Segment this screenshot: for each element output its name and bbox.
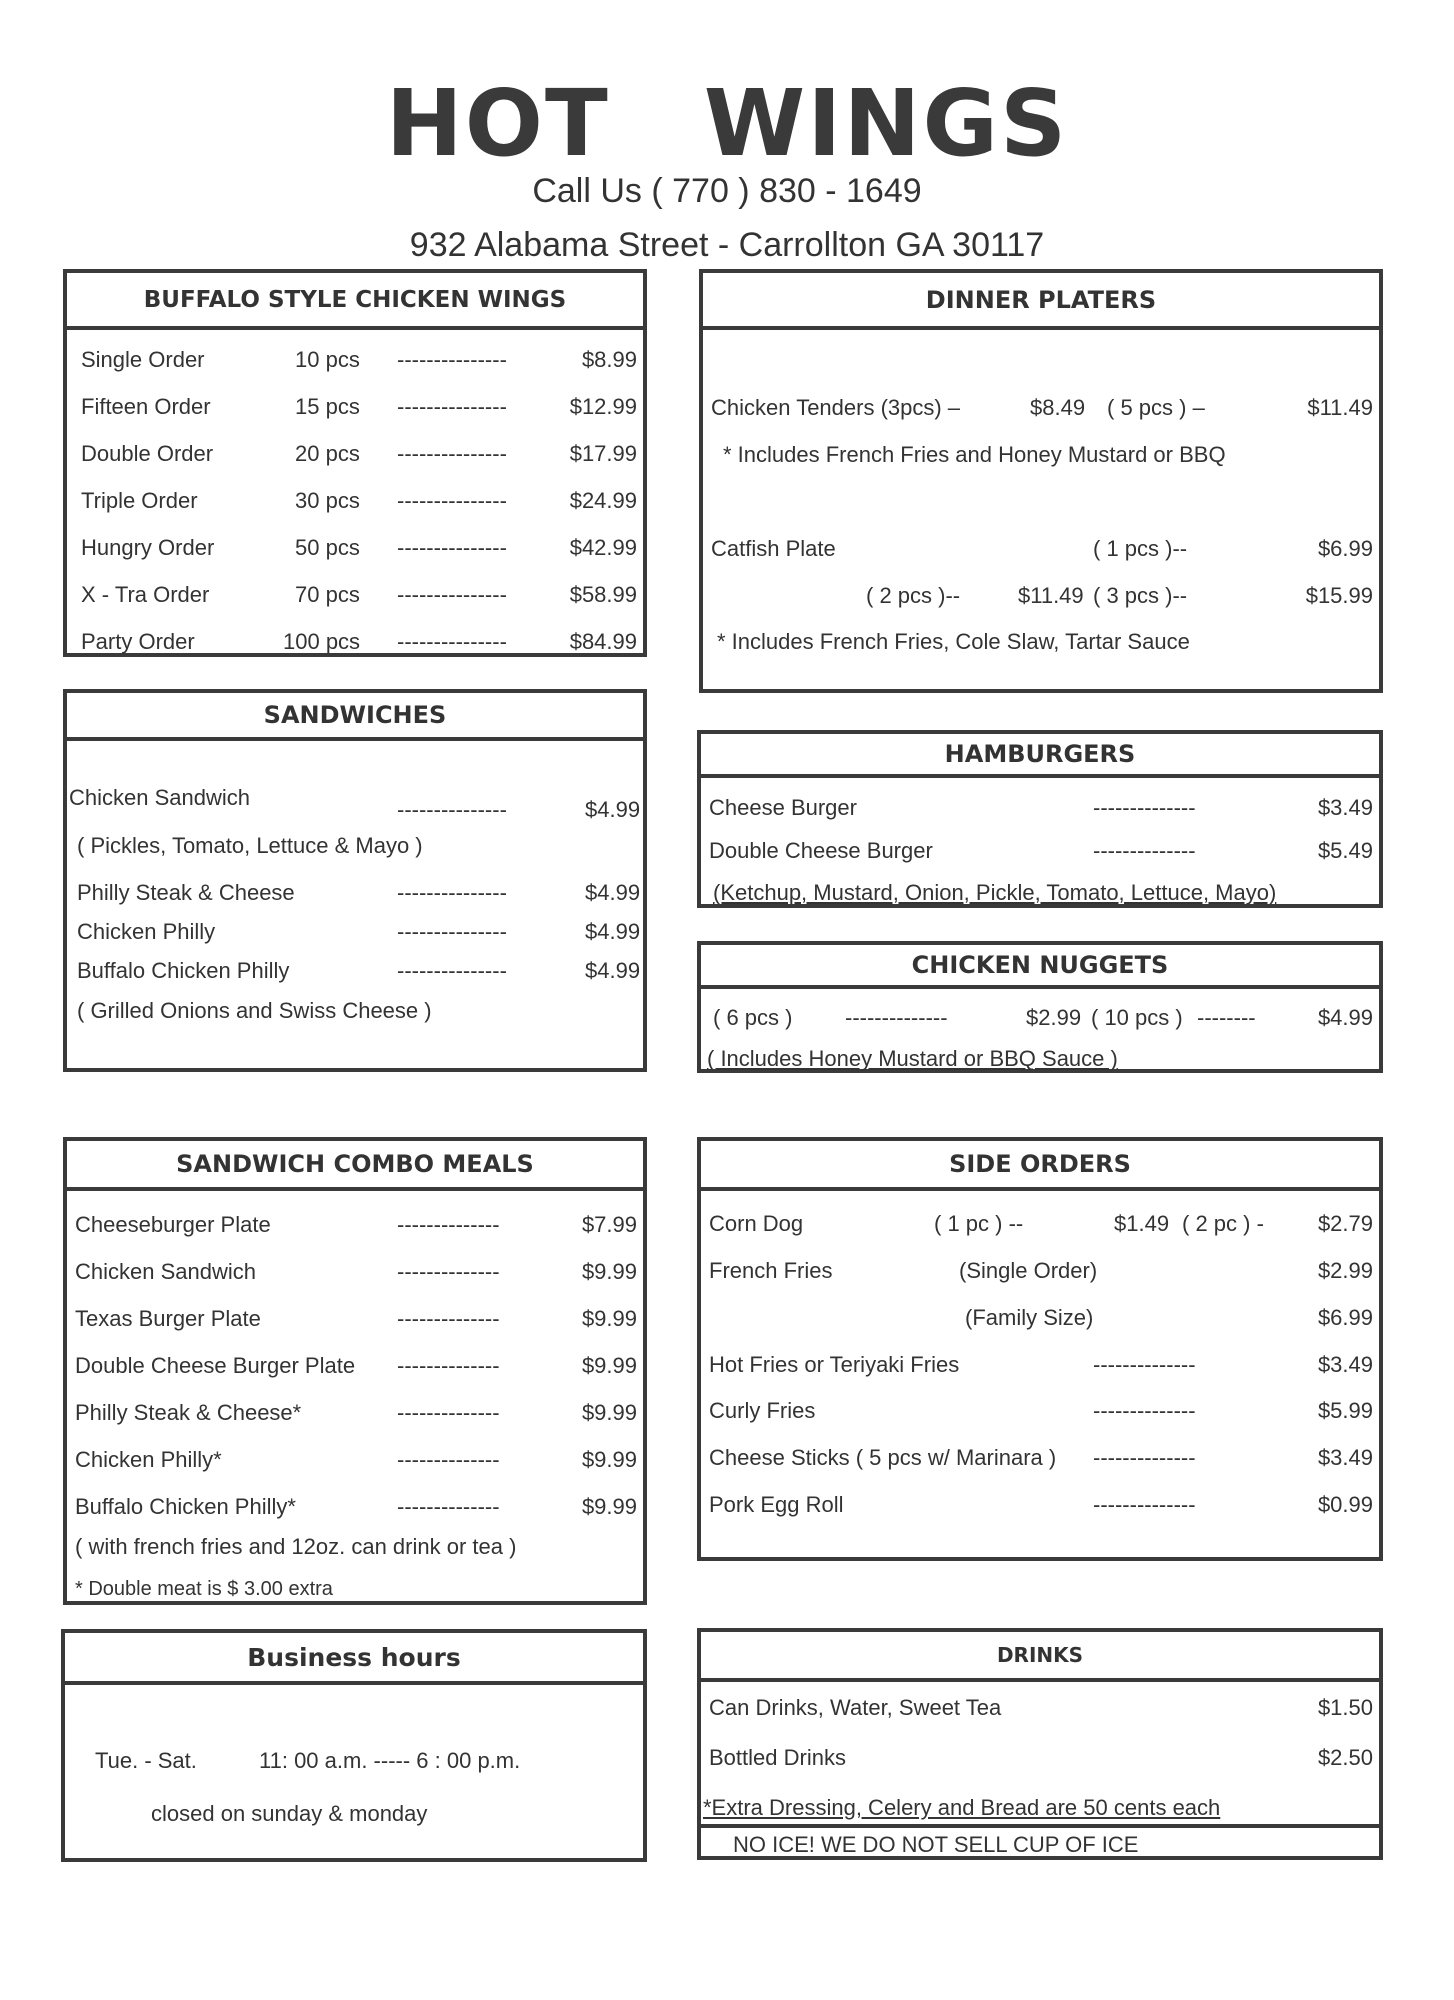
sandwich-chicken-name: Chicken Sandwich	[69, 785, 250, 810]
burger-item-dashes: --------------	[1093, 795, 1196, 820]
sandwich-item-dashes: ---------------	[397, 958, 507, 983]
wings-item-qty: 10 pcs	[295, 347, 360, 372]
wings-item-name: X - Tra Order	[81, 582, 210, 607]
wings-item-qty: 70 pcs	[295, 582, 360, 607]
nuggets-title: CHICKEN NUGGETS	[701, 945, 1379, 989]
sides-section	[697, 1137, 1383, 1561]
side-item-dashes: --------------	[1093, 1492, 1196, 1517]
nuggets-section	[697, 941, 1383, 1073]
corndog-qty-2: ( 2 pc ) -	[1182, 1211, 1264, 1236]
combo-item-dashes: --------------	[397, 1259, 500, 1284]
wings-item-dashes: ---------------	[397, 441, 507, 466]
wings-item-qty: 30 pcs	[295, 488, 360, 513]
combos-section	[63, 1137, 647, 1605]
combo-item-dashes: --------------	[397, 1212, 500, 1237]
nuggets-price-6: $2.99	[1026, 1005, 1082, 1030]
side-item-name: Cheese Sticks ( 5 pcs w/ Marinara )	[709, 1445, 1057, 1470]
combos-note-2: * Double meat is $ 3.00 extra	[75, 1578, 333, 1600]
drink-item-price: $2.50	[1317, 1745, 1373, 1770]
side-item-price: $0.99	[1317, 1492, 1373, 1517]
combo-item-name: Philly Steak & Cheese*	[75, 1400, 302, 1425]
catfish-note: * Includes French Fries, Cole Slaw, Tartar Sauce	[717, 629, 1190, 654]
combos-note-1: ( with french fries and 12oz. can drink or tea )	[75, 1534, 517, 1559]
combo-item-dashes: --------------	[397, 1353, 500, 1378]
sandwich-chicken-dashes: ---------------	[397, 797, 507, 822]
sandwich-chicken-price: $4.99	[585, 797, 641, 822]
wings-item-dashes: ---------------	[397, 394, 507, 419]
hamburgers-note: (Ketchup, Mustard, Onion, Pickle, Tomato, Lettuce, Mayo)	[713, 880, 1277, 905]
fries-family-price: $6.99	[1317, 1305, 1373, 1330]
wings-item-price: $42.99	[569, 535, 637, 560]
fries-single-price: $2.99	[1317, 1258, 1373, 1283]
combo-item-dashes: --------------	[397, 1306, 500, 1331]
hours-time: 11: 00 a.m. ----- 6 : 00 p.m.	[259, 1748, 521, 1773]
sandwiches-section	[63, 689, 647, 1072]
corndog-price-1: $1.49	[1114, 1211, 1170, 1236]
burger-item-price: $3.49	[1317, 795, 1373, 820]
dinner-section	[699, 269, 1383, 693]
nuggets-qty-6: ( 6 pcs )	[713, 1005, 793, 1030]
catfish-name: Catfish Plate	[711, 536, 836, 561]
fries-single-size: (Single Order)	[959, 1258, 1098, 1283]
side-item-dashes: --------------	[1093, 1398, 1196, 1423]
combo-item-price: $9.99	[581, 1353, 637, 1378]
hamburgers-title: HAMBURGERS	[701, 734, 1379, 778]
hours-title: Business hours	[65, 1633, 643, 1685]
side-item-dashes: --------------	[1093, 1352, 1196, 1377]
burger-item-price: $5.49	[1317, 838, 1373, 863]
drink-item-name: Can Drinks, Water, Sweet Tea	[709, 1695, 1002, 1720]
sandwich-note: ( Grilled Onions and Swiss Cheese )	[77, 998, 432, 1023]
catfish-price-1: $6.99	[1317, 536, 1373, 561]
burger-item-dashes: --------------	[1093, 838, 1196, 863]
wings-item-name: Double Order	[81, 441, 214, 466]
combo-item-name: Cheeseburger Plate	[75, 1212, 271, 1237]
drink-item-name: Bottled Drinks	[709, 1745, 846, 1770]
drinks-divider	[701, 1824, 1379, 1828]
sandwich-item-dashes: ---------------	[397, 919, 507, 944]
wings-item-qty: 50 pcs	[295, 535, 360, 560]
catfish-qty-3: ( 3 pcs )--	[1093, 583, 1188, 608]
combos-title: SANDWICH COMBO MEALS	[67, 1141, 643, 1191]
side-item-price: $5.99	[1317, 1398, 1373, 1423]
sandwich-item-price: $4.99	[585, 919, 641, 944]
side-item-name: Hot Fries or Teriyaki Fries	[709, 1352, 960, 1377]
wings-item-dashes: ---------------	[397, 347, 507, 372]
fries-name: French Fries	[709, 1258, 833, 1283]
wings-item-price: $8.99	[581, 347, 637, 372]
hamburgers-section	[697, 730, 1383, 908]
sandwich-item-name: Chicken Philly	[77, 919, 216, 944]
wings-section	[63, 269, 647, 657]
catfish-qty-1: ( 1 pcs )--	[1093, 536, 1188, 561]
catfish-price-2: $11.49	[1018, 583, 1084, 608]
catfish-price-3: $15.99	[1305, 583, 1373, 608]
nuggets-dashes-6: --------------	[845, 1005, 948, 1030]
sandwich-item-price: $4.99	[585, 880, 641, 905]
nuggets-price-10: $4.99	[1317, 1005, 1373, 1030]
combo-item-dashes: --------------	[397, 1400, 500, 1425]
sandwich-chicken-note: ( Pickles, Tomato, Lettuce & Mayo )	[77, 833, 423, 858]
combo-item-name: Texas Burger Plate	[75, 1306, 261, 1331]
drinks-section	[697, 1628, 1383, 1860]
side-item-price: $3.49	[1317, 1445, 1373, 1470]
wings-item-qty: 15 pcs	[295, 394, 360, 419]
side-item-name: Pork Egg Roll	[709, 1492, 844, 1517]
fries-family-size: (Family Size)	[965, 1305, 1094, 1330]
tenders-note: * Includes French Fries and Honey Mustard or BBQ	[723, 442, 1226, 467]
burger-item-name: Double Cheese Burger	[709, 838, 933, 863]
combo-item-price: $9.99	[581, 1447, 637, 1472]
sides-title: SIDE ORDERS	[701, 1141, 1379, 1191]
wings-item-name: Fifteen Order	[81, 394, 211, 419]
combo-item-name: Chicken Philly*	[75, 1447, 222, 1472]
combo-item-name: Buffalo Chicken Philly*	[75, 1494, 296, 1519]
wings-item-dashes: ---------------	[397, 629, 507, 654]
wings-item-name: Hungry Order	[81, 535, 215, 560]
nuggets-qty-10: ( 10 pcs )	[1091, 1005, 1183, 1030]
drink-item-price: $1.50	[1317, 1695, 1373, 1720]
sandwich-item-name: Buffalo Chicken Philly	[77, 958, 290, 983]
wings-title: BUFFALO STYLE CHICKEN WINGS	[67, 273, 643, 330]
hours-closed: closed on sunday & monday	[151, 1801, 428, 1826]
dinner-title: DINNER PLATERS	[703, 273, 1379, 330]
wings-item-dashes: ---------------	[397, 488, 507, 513]
combo-item-dashes: --------------	[397, 1447, 500, 1472]
wings-item-dashes: ---------------	[397, 582, 507, 607]
tenders-price-5: $11.49	[1307, 395, 1373, 420]
wings-item-name: Single Order	[81, 347, 205, 372]
drinks-title: DRINKS	[701, 1632, 1379, 1682]
tenders-price-3: $8.49	[1030, 395, 1086, 420]
drinks-extra: *Extra Dressing, Celery and Bread are 50 cents each	[703, 1795, 1221, 1820]
hours-days: Tue. - Sat.	[95, 1748, 197, 1773]
address: 932 Alabama Street - Carrollton GA 30117	[409, 226, 1045, 264]
wings-item-price: $24.99	[569, 488, 637, 513]
combo-item-price: $9.99	[581, 1259, 637, 1284]
sandwich-item-dashes: ---------------	[397, 880, 507, 905]
nuggets-note: ( Includes Honey Mustard or BBQ Sauce )	[707, 1046, 1118, 1071]
side-item-price: $3.49	[1317, 1352, 1373, 1377]
sandwich-item-price: $4.99	[585, 958, 641, 983]
drinks-ice-notice: NO ICE! WE DO NOT SELL CUP OF ICE	[733, 1832, 1139, 1857]
wings-item-qty: 20 pcs	[295, 441, 360, 466]
wings-item-name: Party Order	[81, 629, 195, 654]
wings-item-dashes: ---------------	[397, 535, 507, 560]
corndog-qty-1: ( 1 pc ) --	[934, 1211, 1024, 1236]
burger-item-name: Cheese Burger	[709, 795, 857, 820]
combo-item-price: $7.99	[581, 1212, 637, 1237]
side-item-dashes: --------------	[1093, 1445, 1196, 1470]
phone-number: Call Us ( 770 ) 830 - 1649	[532, 172, 922, 210]
combo-item-price: $9.99	[581, 1306, 637, 1331]
wings-item-price: $12.99	[569, 394, 637, 419]
combo-item-name: Double Cheese Burger Plate	[75, 1353, 356, 1378]
combo-item-dashes: --------------	[397, 1494, 500, 1519]
wings-item-price: $17.99	[569, 441, 637, 466]
combo-item-name: Chicken Sandwich	[75, 1259, 256, 1284]
sandwiches-title: SANDWICHES	[67, 693, 643, 741]
corndog-name: Corn Dog	[709, 1211, 804, 1236]
catfish-qty-2: ( 2 pcs )--	[866, 583, 961, 608]
tenders-name: Chicken Tenders (3pcs) –	[711, 395, 961, 420]
wings-item-price: $84.99	[569, 629, 637, 654]
tenders-qty-5: ( 5 pcs ) –	[1107, 395, 1205, 420]
page-title: HOT WINGS	[385, 70, 1069, 177]
combo-item-price: $9.99	[581, 1494, 637, 1519]
side-item-name: Curly Fries	[709, 1398, 816, 1423]
corndog-price-2: $2.79	[1317, 1211, 1373, 1236]
sandwich-item-name: Philly Steak & Cheese	[77, 880, 295, 905]
hours-section	[61, 1629, 647, 1862]
combo-item-price: $9.99	[581, 1400, 637, 1425]
wings-item-name: Triple Order	[81, 488, 198, 513]
nuggets-dashes-10: --------	[1197, 1005, 1256, 1030]
wings-item-price: $58.99	[569, 582, 637, 607]
wings-item-qty: 100 pcs	[283, 629, 361, 654]
